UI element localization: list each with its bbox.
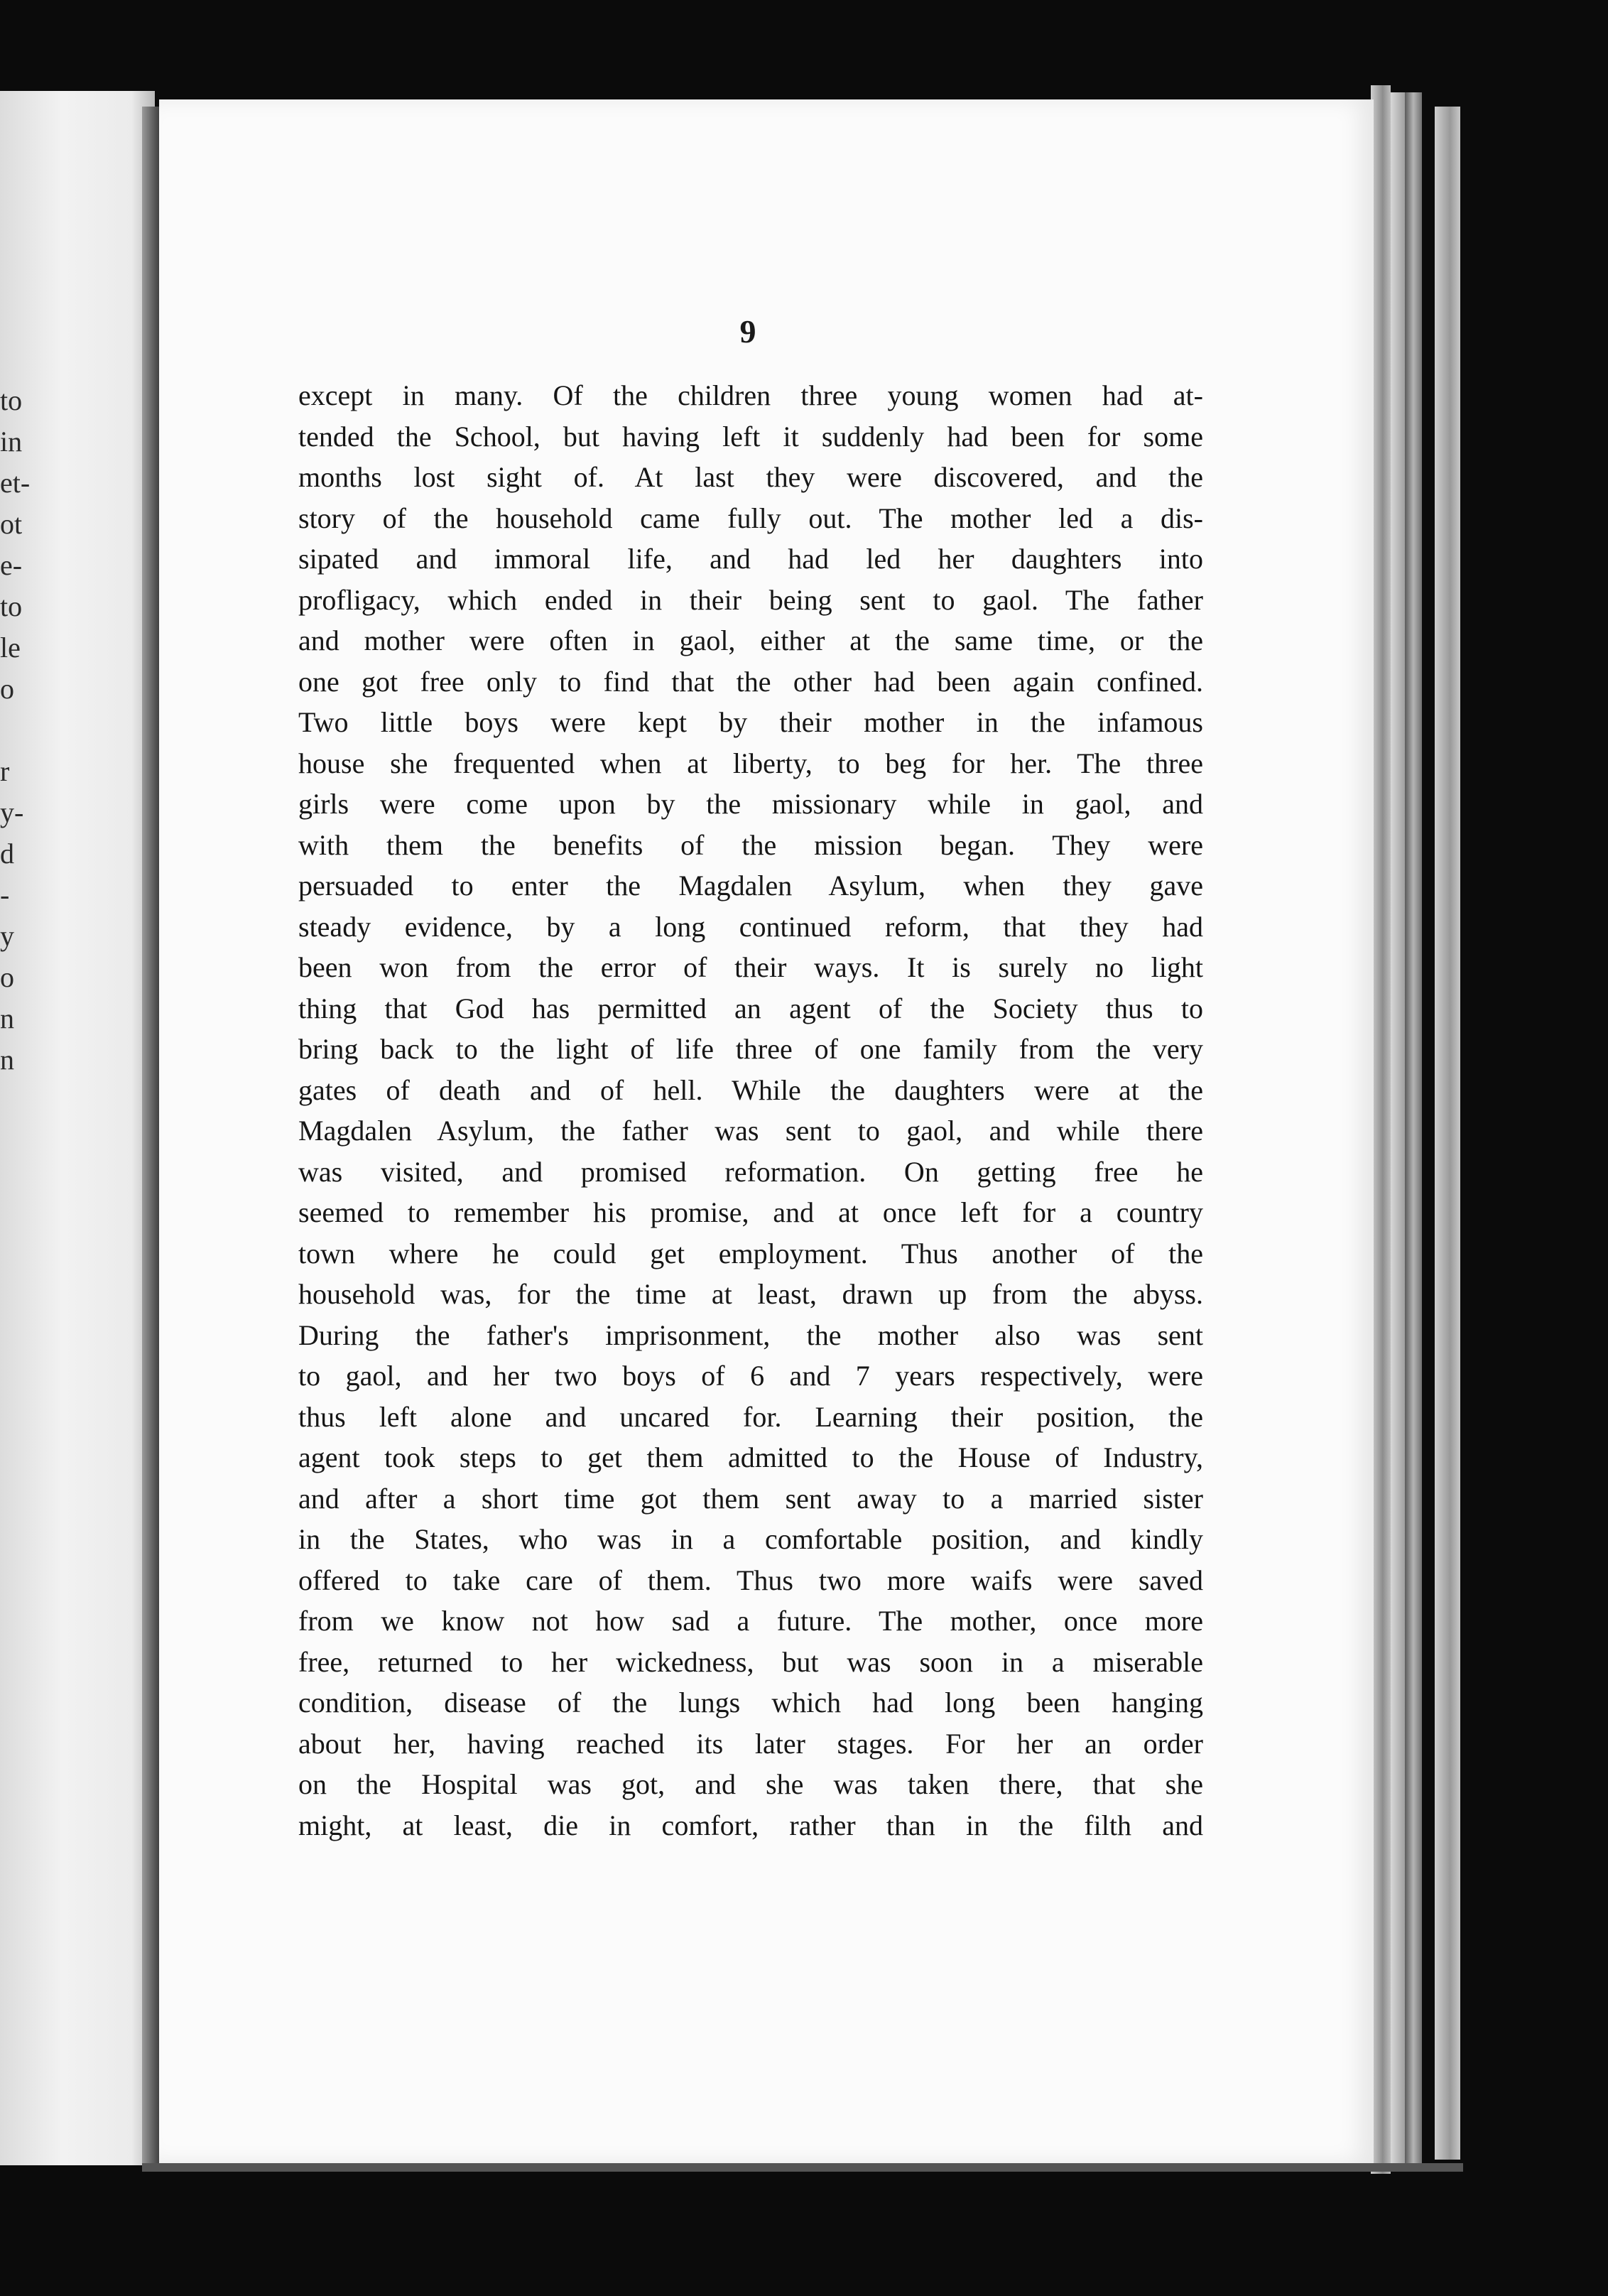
text-line: might, at least, die in comfort, rather than in the filth and [298, 1809, 1203, 1841]
text-line: on the Hospital was got, and she was taken there, that she [298, 1768, 1203, 1800]
fragment-line: e- [0, 549, 23, 581]
fragment-line: y- [0, 796, 24, 828]
page-edge [1435, 107, 1460, 2160]
page-body-text [298, 375, 1203, 1846]
fragment-line [0, 1081, 43, 1122]
text-line: Magdalen Asylum, the father was sent to gaol, and while there [298, 1115, 1203, 1147]
text-line: been won from the error of their ways. It is surely no light [298, 951, 1203, 983]
previous-page-text-fragments [0, 380, 43, 1163]
page-edge [1405, 92, 1422, 2167]
fragment-line: o [0, 961, 14, 993]
text-line: town where he could get employment. Thus another of the [298, 1237, 1203, 1269]
fragment-line: to [0, 384, 23, 416]
text-line: in the States, who was in a comfortable position, and kindly [298, 1523, 1203, 1555]
fragment-line: le [0, 632, 21, 664]
text-line: gates of death and of hell. While the daughters were at the [298, 1073, 1203, 1106]
page-edge [1371, 85, 1391, 2174]
text-line: months lost sight of. At last they were discovered, and the [298, 461, 1203, 493]
page-edge [1391, 92, 1405, 2167]
text-line: house she frequented when at liberty, to beg for her. The three [298, 747, 1203, 779]
page-number: 9 [739, 313, 756, 350]
text-line: except in many. Of the children three young women had at- [298, 379, 1203, 411]
text-line: offered to take care of them. Thus two more waifs were saved [298, 1564, 1203, 1596]
book-gutter [142, 107, 161, 2167]
text-line: seemed to remember his promise, and at once left for a country [298, 1196, 1203, 1228]
text-line: agent took steps to get them admitted to the House of Industry, [298, 1441, 1203, 1473]
text-line: sipated and immoral life, and had led her daughters into [298, 543, 1203, 575]
text-line: was visited, and promised reformation. On getting free he [298, 1155, 1203, 1188]
text-line: with them the benefits of the mission began. They were [298, 828, 1203, 861]
fragment-line: ot [0, 508, 23, 540]
text-line: and mother were often in gaol, either at the same time, or the [298, 624, 1203, 656]
fragment-line [0, 710, 43, 751]
text-line: condition, disease of the lungs which had long been hanging [298, 1686, 1203, 1718]
fragment-line: to [0, 590, 23, 622]
text-line: one got free only to find that the other had been again confined. [298, 665, 1203, 698]
text-line: thing that God has permitted an agent of the Society thus to [298, 992, 1203, 1024]
fragment-line: in [0, 426, 23, 457]
text-line: bring back to the light of life three of one family from the very [298, 1033, 1203, 1065]
text-line: persuaded to enter the Magdalen Asylum, when they gave [298, 870, 1203, 901]
text-line: from we know not how sad a future. The mother, once more [298, 1605, 1203, 1637]
fragment-line: r [0, 755, 10, 787]
text-line: girls were come upon by the missionary while in gaol, and [298, 788, 1203, 820]
fragment-line: o [0, 673, 14, 705]
fragment-line: et- [0, 467, 31, 499]
text-line: about her, having reached its later stages. For her an order [298, 1727, 1203, 1760]
fragment-line: n [0, 1002, 14, 1034]
text-line: tended the School, but having left it suddenly had been for some [298, 420, 1203, 453]
text-line: free, returned to her wickedness, but was soon in a miserable [298, 1645, 1203, 1678]
fragment-line: d [0, 838, 14, 870]
text-line: and after a short time got them sent away to a married sister [298, 1482, 1203, 1515]
fragment-line: n [0, 1044, 14, 1076]
text-line: During the father's imprisonment, the mother also was sent [298, 1318, 1203, 1351]
text-line: profligacy, which ended in their being sent to gaol. The father [298, 583, 1203, 616]
text-line: steady evidence, by a long continued reform, that they had [298, 910, 1203, 943]
page-bottom-shadow [142, 2163, 1463, 2172]
text-line: household was, for the time at least, drawn up from the abyss. [298, 1278, 1203, 1310]
fragment-line [0, 1122, 43, 1163]
text-line: to gaol, and her two boys of 6 and 7 years respectively, were [298, 1360, 1203, 1392]
text-line: thus left alone and uncared for. Learning their position, the [298, 1400, 1203, 1433]
fragment-line: y [0, 920, 14, 952]
text-line: Two little boys were kept by their mother in the infamous [298, 706, 1203, 738]
fragment-line: - [0, 879, 10, 911]
text-line: story of the household came fully out. The mother led a dis- [298, 502, 1203, 534]
